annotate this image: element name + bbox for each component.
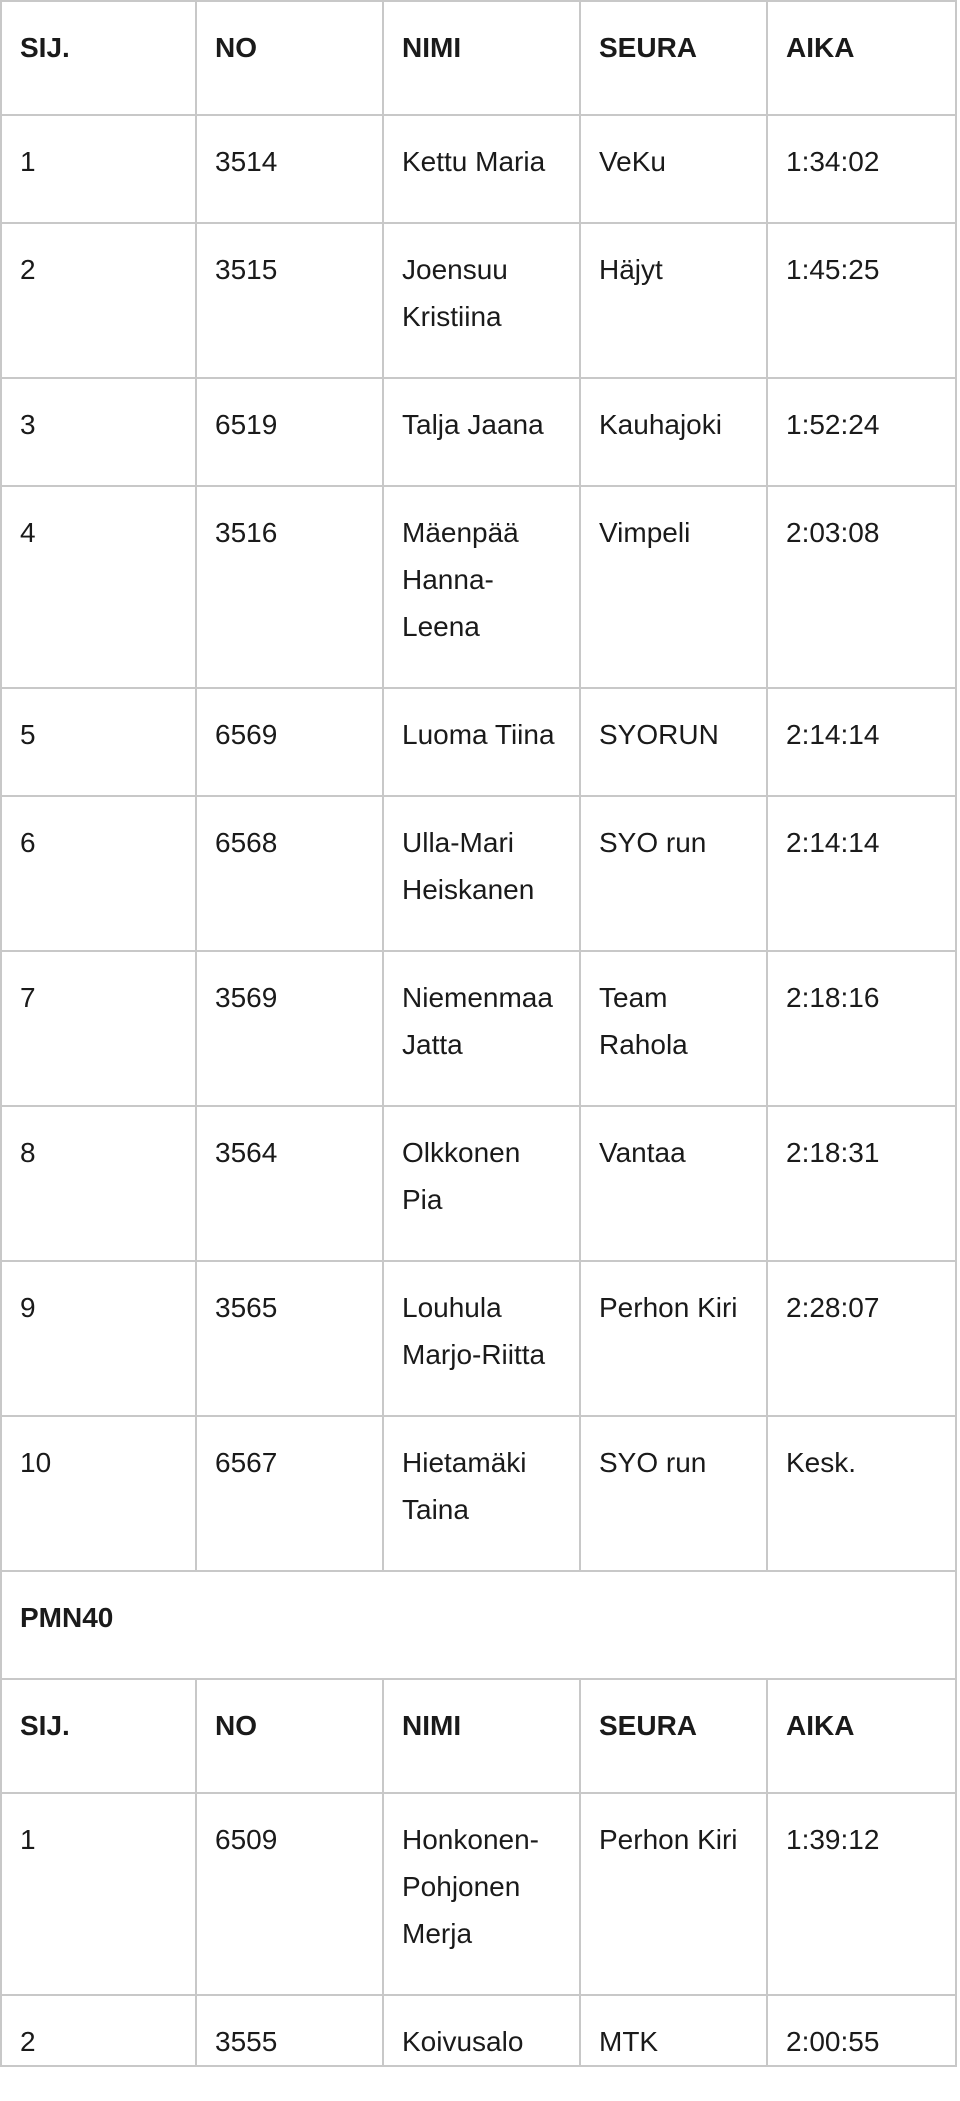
cell-nimi: Hietamäki Taina bbox=[383, 1416, 580, 1571]
cell-sij: 10 bbox=[1, 1416, 196, 1571]
table-row bbox=[1, 223, 956, 378]
cell-nimi: Luoma Tiina bbox=[383, 688, 580, 796]
header-no: NO bbox=[196, 1, 383, 115]
cell-aika: 1:34:02 bbox=[767, 115, 956, 223]
table-row bbox=[1, 1106, 956, 1261]
cell-no: 3569 bbox=[196, 951, 383, 1106]
cell-aika: 1:52:24 bbox=[767, 378, 956, 486]
cell-aika: 2:14:14 bbox=[767, 688, 956, 796]
cell-seura: Team Rahola bbox=[580, 951, 767, 1106]
cell-seura: Vimpeli bbox=[580, 486, 767, 688]
cell-no: 6569 bbox=[196, 688, 383, 796]
header-nimi: NIMI bbox=[383, 1679, 580, 1793]
cell-seura: SYORUN bbox=[580, 688, 767, 796]
table-header-row bbox=[1, 1679, 956, 1793]
header-seura: SEURA bbox=[580, 1679, 767, 1793]
cell-sij: 2 bbox=[1, 223, 196, 378]
cell-aika: 2:18:31 bbox=[767, 1106, 956, 1261]
header-no: NO bbox=[196, 1679, 383, 1793]
table-header-row bbox=[1, 1, 956, 115]
header-nimi: NIMI bbox=[383, 1, 580, 115]
cell-sij: 6 bbox=[1, 796, 196, 951]
cell-no: 3565 bbox=[196, 1261, 383, 1416]
cell-no: 6509 bbox=[196, 1793, 383, 1995]
table-row bbox=[1, 378, 956, 486]
cell-aika: 2:28:07 bbox=[767, 1261, 956, 1416]
cell-nimi: Mäenpää Hanna-Leena bbox=[383, 486, 580, 688]
cell-seura: Perhon Kiri bbox=[580, 1793, 767, 1995]
cell-no: 3555 bbox=[196, 1995, 383, 2066]
header-sij: SIJ. bbox=[1, 1, 196, 115]
cell-aika: 2:14:14 bbox=[767, 796, 956, 951]
cell-nimi: Kettu Maria bbox=[383, 115, 580, 223]
cell-sij: 4 bbox=[1, 486, 196, 688]
cell-no: 6519 bbox=[196, 378, 383, 486]
cell-seura: SYO run bbox=[580, 1416, 767, 1571]
cell-nimi: Honkonen-Pohjonen Merja bbox=[383, 1793, 580, 1995]
cell-no: 3564 bbox=[196, 1106, 383, 1261]
cell-sij: 2 bbox=[1, 1995, 196, 2066]
cell-sij: 7 bbox=[1, 951, 196, 1106]
cell-nimi: Louhula Marjo-Riitta bbox=[383, 1261, 580, 1416]
cell-nimi: Koivusalo bbox=[383, 1995, 580, 2066]
cell-nimi: Niemenmaa Jatta bbox=[383, 951, 580, 1106]
cell-no: 3514 bbox=[196, 115, 383, 223]
table-row bbox=[1, 115, 956, 223]
cell-seura: MTK bbox=[580, 1995, 767, 2066]
cell-aika: 1:45:25 bbox=[767, 223, 956, 378]
cell-sij: 1 bbox=[1, 1793, 196, 1995]
cell-seura: SYO run bbox=[580, 796, 767, 951]
table-row bbox=[1, 1416, 956, 1571]
header-seura: SEURA bbox=[580, 1, 767, 115]
table-row bbox=[1, 1261, 956, 1416]
cell-seura: Perhon Kiri bbox=[580, 1261, 767, 1416]
section-row bbox=[1, 1571, 956, 1679]
cell-nimi: Joensuu Kristiina bbox=[383, 223, 580, 378]
cell-seura: Häjyt bbox=[580, 223, 767, 378]
cell-aika: 1:39:12 bbox=[767, 1793, 956, 1995]
header-aika: AIKA bbox=[767, 1, 956, 115]
cell-sij: 1 bbox=[1, 115, 196, 223]
table-row bbox=[1, 1995, 956, 2066]
cell-nimi: Olkkonen Pia bbox=[383, 1106, 580, 1261]
cell-aika: 2:18:16 bbox=[767, 951, 956, 1106]
cell-no: 6567 bbox=[196, 1416, 383, 1571]
cell-aika: Kesk. bbox=[767, 1416, 956, 1571]
cell-sij: 5 bbox=[1, 688, 196, 796]
table-row bbox=[1, 951, 956, 1106]
section-title: PMN40 bbox=[1, 1571, 956, 1679]
cell-sij: 3 bbox=[1, 378, 196, 486]
table-row bbox=[1, 486, 956, 688]
cell-sij: 8 bbox=[1, 1106, 196, 1261]
cell-seura: Vantaa bbox=[580, 1106, 767, 1261]
header-aika: AIKA bbox=[767, 1679, 956, 1793]
cell-no: 3516 bbox=[196, 486, 383, 688]
cell-nimi: Talja Jaana bbox=[383, 378, 580, 486]
cell-no: 3515 bbox=[196, 223, 383, 378]
cell-no: 6568 bbox=[196, 796, 383, 951]
cell-aika: 2:00:55 bbox=[767, 1995, 956, 2066]
cell-seura: VeKu bbox=[580, 115, 767, 223]
cell-aika: 2:03:08 bbox=[767, 486, 956, 688]
table-row bbox=[1, 1793, 956, 1995]
table-row bbox=[1, 688, 956, 796]
header-sij: SIJ. bbox=[1, 1679, 196, 1793]
table-row bbox=[1, 796, 956, 951]
cell-seura: Kauhajoki bbox=[580, 378, 767, 486]
cell-sij: 9 bbox=[1, 1261, 196, 1416]
cell-nimi: Ulla-Mari Heiskanen bbox=[383, 796, 580, 951]
